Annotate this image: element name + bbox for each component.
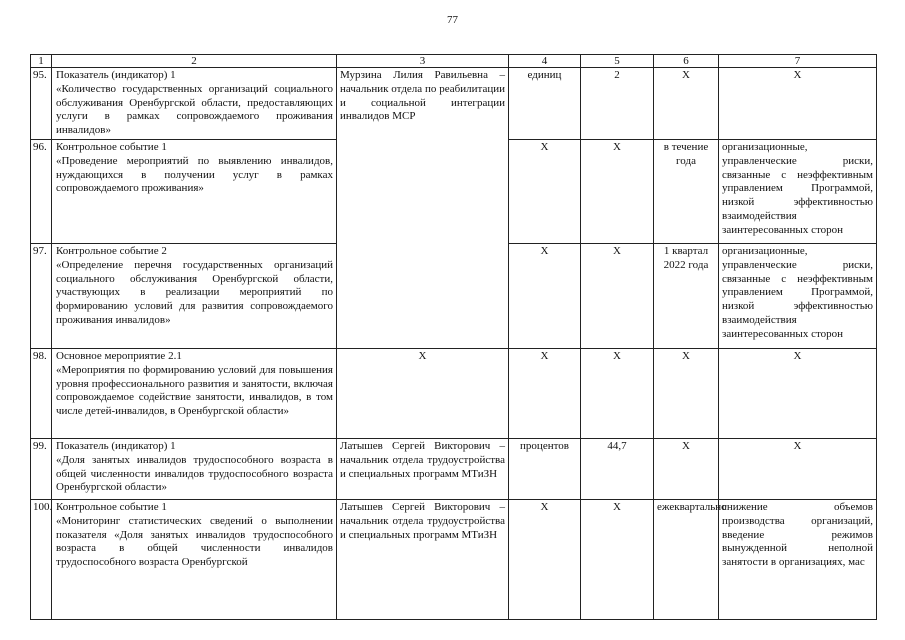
unit-cell: единиц — [509, 68, 581, 140]
indicator-text: «Определение перечня государственных организаций социального обслуживания Оренбургской области, участвующих в реализации мероприятий по формированию условий для развития сопровождаемого проживания инвалидов» — [56, 258, 333, 326]
table-header-row — [31, 55, 877, 68]
term-cell: Х — [654, 438, 719, 499]
table-row — [31, 348, 877, 438]
row-number: 96. — [31, 139, 52, 243]
table-container — [30, 54, 878, 586]
indicator-text: «Доля занятых инвалидов трудоспособного возраста в общей численности инвалидов трудоспособного возраста Оренбургской области» — [56, 453, 333, 494]
unit-cell: Х — [509, 348, 581, 438]
indicator-cell — [52, 139, 337, 243]
value-cell: Х — [581, 499, 654, 619]
indicator-title: Основное мероприятие 2.1 — [56, 349, 182, 362]
row-number: 100. — [31, 499, 52, 619]
row-number: 98. — [31, 348, 52, 438]
term-cell: 1 квартал 2022 года — [654, 243, 719, 348]
term-cell: Х — [654, 68, 719, 140]
responsible-cell: Латышев Сергей Викторович – начальник отдела трудоустройства и специальных программ МТиЗН — [337, 499, 509, 619]
indicator-cell — [52, 68, 337, 140]
table-row — [31, 68, 877, 140]
header-cell: 2 — [52, 55, 337, 68]
value-cell: Х — [581, 348, 654, 438]
header-cell: 3 — [337, 55, 509, 68]
indicator-text: «Мероприятия по формированию условий для повышения уровня профессионального развития и занятости, включая сопровождаемое содействие занятости, инвалидов, в том числе детей-инвалидов, в Оренбургской области» — [56, 363, 333, 418]
header-cell: 1 — [31, 55, 52, 68]
value-cell: 2 — [581, 68, 654, 140]
risks-cell: организационные, управленческие риски, связанные с неэффективным управлением Программой, низкой эффективностью взаимодействия заинтересованных сторон — [719, 139, 877, 243]
value-cell: Х — [581, 243, 654, 348]
indicator-title: Контрольное событие 1 — [56, 500, 167, 513]
indicator-text: «Количество государственных организаций социального обслуживания Оренбургской области, предоставляющих услуги в рамках сопровождаемого проживания инвалидов» — [56, 82, 333, 137]
indicator-title: Показатель (индикатор) 1 — [56, 69, 176, 81]
table-row — [31, 438, 877, 499]
indicator-title: Показатель (индикатор) 1 — [56, 439, 176, 452]
value-cell: Х — [581, 139, 654, 243]
value-cell: 44,7 — [581, 438, 654, 499]
responsible-cell: Х — [337, 348, 509, 438]
indicator-cell — [52, 438, 337, 499]
unit-cell: процентов — [509, 438, 581, 499]
unit-cell: Х — [509, 499, 581, 619]
page-number: 77 — [447, 14, 458, 26]
row-number: 95. — [31, 68, 52, 140]
term-cell: ежеквартально — [654, 499, 719, 619]
unit-cell: Х — [509, 139, 581, 243]
row-number: 99. — [31, 438, 52, 499]
indicator-cell — [52, 499, 337, 619]
term-cell: в течение года — [654, 139, 719, 243]
data-table — [30, 54, 877, 620]
term-cell: Х — [654, 348, 719, 438]
risks-cell: организационные, управленческие риски, связанные с неэффективным управлением Программой, низкой эффективностью взаимодействия заинтересованных сторон — [719, 243, 877, 348]
indicator-cell — [52, 243, 337, 348]
indicator-title: Контрольное событие 2 — [56, 244, 167, 257]
indicator-text: «Проведение мероприятий по выявлению инвалидов, нуждающихся в получении услуг в рамках сопровождаемого проживания» — [56, 154, 333, 195]
indicator-cell — [52, 348, 337, 438]
risks-cell: снижение объемов производства организаций, введение режимов вынужденной неполной занятости в организациях, мас — [719, 499, 877, 619]
unit-cell: Х — [509, 243, 581, 348]
header-cell: 5 — [581, 55, 654, 68]
indicator-title: Контрольное событие 1 — [56, 140, 167, 153]
responsible-cell: Мурзина Лилия Равильевна – начальник отдела по реабилитации и социальной интеграции инвалидов МСР — [337, 68, 509, 349]
row-number: 97. — [31, 243, 52, 348]
responsible-cell: Латышев Сергей Викторович – начальник отдела трудоустройства и специальных программ МТиЗН — [337, 438, 509, 499]
header-cell: 6 — [654, 55, 719, 68]
header-cell: 7 — [719, 55, 877, 68]
indicator-text: «Мониторинг статистических сведений о выполнении показателя «Доля занятых инвалидов трудоспособного возраста в общей численности инвалидов трудоспособного возраста Оренбургской — [56, 514, 333, 569]
risks-cell: Х — [719, 438, 877, 499]
table-row — [31, 499, 877, 619]
risks-cell: Х — [719, 68, 877, 140]
header-cell: 4 — [509, 55, 581, 68]
risks-cell: Х — [719, 348, 877, 438]
